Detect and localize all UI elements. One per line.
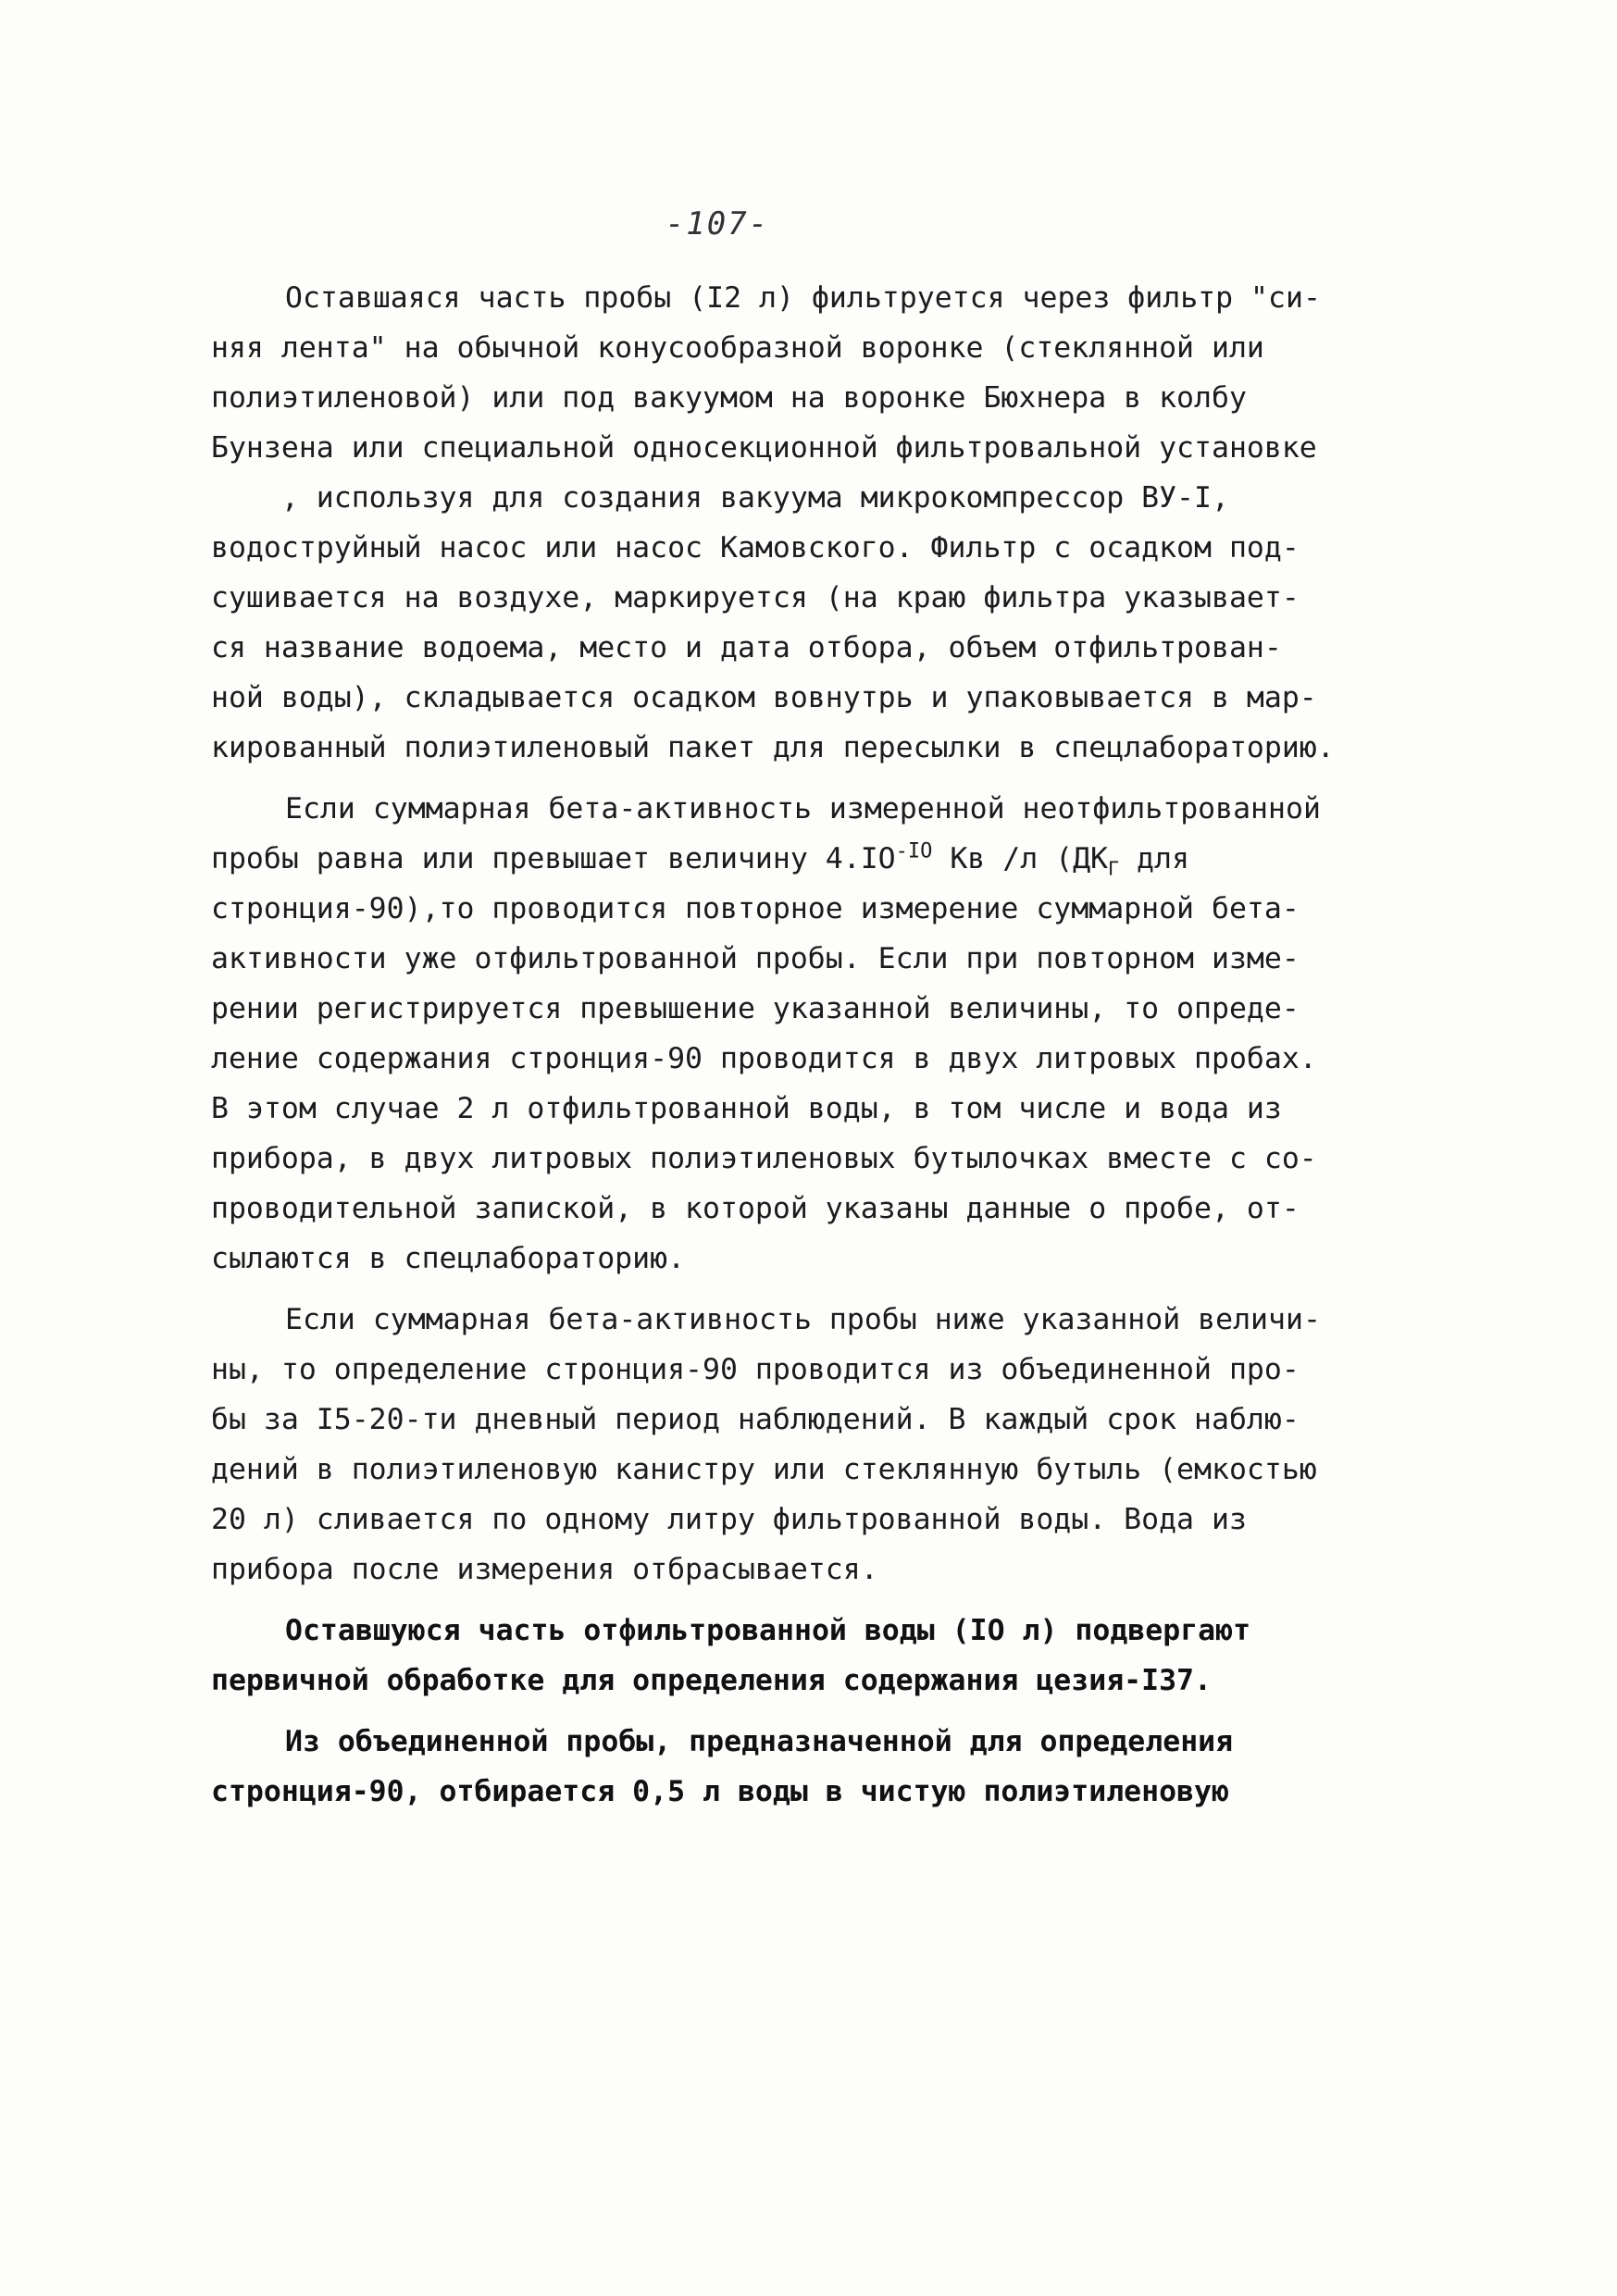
- text-line: рении регистрируется превышение указанной величины, то опреде-: [211, 992, 1300, 1025]
- text-line: Оставшуюся часть отфильтрованной воды (IO л) подвергают: [285, 1614, 1251, 1647]
- paragraph-strontium-sampling: [211, 1717, 1405, 1817]
- text-line: 20 л) сливается по одному литру фильтрованной воды. Вода из: [211, 1503, 1247, 1536]
- text-line: Если суммарная бета-активность пробы ниже указанной величи-: [285, 1303, 1321, 1336]
- text-line: ны, то определение стронция-90 проводится из объединенной про-: [211, 1353, 1300, 1386]
- text-line: прибора, в двух литровых полиэтиленовых бутылочках вместе с со-: [211, 1142, 1317, 1175]
- text-line: прибора после измерения отбрасывается.: [211, 1553, 878, 1586]
- paragraph-combined-sample: [211, 1295, 1405, 1595]
- text-line: ся название водоема, место и дата отбора, объем отфильтрован-: [211, 631, 1282, 664]
- text-line: Бунзена или специальной односекционной фильтровальной установке: [211, 431, 1317, 465]
- formula-tail: для: [1119, 842, 1189, 875]
- text-line: стронция-90),то проводится повторное измерение суммарной бета-: [211, 892, 1300, 925]
- text-line: водоструйный насос или насос Камовского. Фильтр с осадком под-: [211, 531, 1300, 565]
- text-line: ление содержания стронция-90 проводится в двух литровых пробах.: [211, 1042, 1317, 1075]
- text-line: Если суммарная бета-активность измеренной неотфильтрованной: [285, 792, 1321, 825]
- text-line: бы за I5-20-ти дневный период наблюдений. В каждый срок наблю-: [211, 1403, 1300, 1436]
- paragraph-cesium: [211, 1606, 1405, 1706]
- text-line: стронция-90, отбирается 0,5 л воды в чистую полиэтиленовую: [211, 1775, 1229, 1808]
- text-line: ной воды), складывается осадком вовнутрь и упаковывается в мар-: [211, 681, 1317, 714]
- page-number: -107-: [665, 205, 770, 242]
- text-line: полиэтиленовой) или под вакуумом на воронке Бюхнера в колбу: [211, 381, 1247, 415]
- text-line: активности уже отфильтрованной пробы. Если при повторном изме-: [211, 942, 1300, 975]
- document-body: [211, 273, 1405, 1828]
- text-line: сылаются в спецлабораторию.: [211, 1242, 686, 1275]
- paragraph-filtration: [211, 273, 1405, 773]
- text-line: Оставшаяся часть пробы (I2 л) фильтруется через фильтр "си-: [285, 281, 1321, 315]
- text-line: няя лента" на обычной конусообразной воронке (стеклянной или: [211, 331, 1264, 365]
- text-line: сушивается на воздухе, маркируется (на краю фильтра указывает-: [211, 581, 1300, 614]
- text-line: В этом случае 2 л отфильтрованной воды, в том числе и вода из: [211, 1092, 1282, 1125]
- formula-exponent: -IO: [895, 839, 933, 863]
- text-line-formula: [211, 834, 1405, 884]
- text-line: Из объединенной пробы, предназначенной для определения: [285, 1725, 1234, 1758]
- formula-subscript: Г: [1108, 857, 1120, 880]
- formula-unit: Кв /л (ДК: [932, 842, 1109, 875]
- text-line: проводительной запиской, в которой указаны данные о пробе, от-: [211, 1192, 1300, 1225]
- text-line: дений в полиэтиленовую канистру или стеклянную бутыль (емкостью: [211, 1453, 1317, 1486]
- text-line: , используя для создания вакуума микрокомпрессор ВУ-I,: [211, 481, 1229, 515]
- text-line: первичной обработке для определения содержания цезия-I37.: [211, 1664, 1212, 1697]
- paragraph-beta-activity: [211, 784, 1405, 1284]
- formula-prefix: пробы равна или превышает величину 4.IO: [211, 842, 896, 875]
- text-line: кированный полиэтиленовый пакет для пересылки в спецлабораторию.: [211, 731, 1335, 764]
